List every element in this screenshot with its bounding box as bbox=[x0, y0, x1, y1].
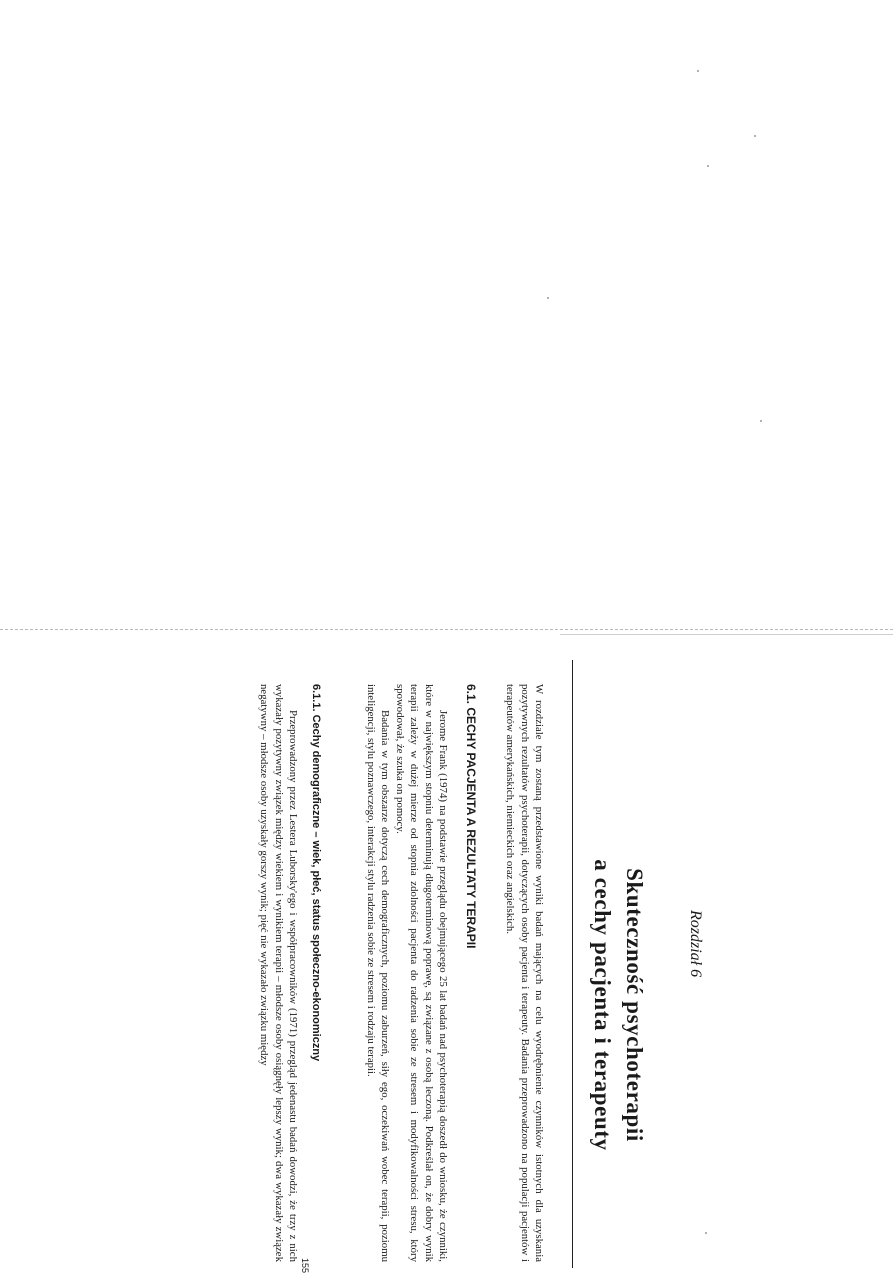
chapter-title-line-2: a cechy pacjenta i terapeuty bbox=[590, 859, 615, 1151]
rotated-page bbox=[258, 660, 718, 1273]
section-heading: 6.1. CECHY PACJENTA A REZULTATY TERAPII bbox=[464, 684, 478, 949]
subsection-body bbox=[257, 684, 300, 1262]
scan-speck bbox=[754, 135, 756, 137]
section-body bbox=[364, 684, 450, 1262]
scan-artifact-line bbox=[560, 634, 893, 635]
scan-speck bbox=[760, 420, 762, 422]
page-number: 155 bbox=[300, 1258, 310, 1273]
section-paragraph-1: Jerome Frank (1974) na podstawie przeglądu obejmującego 25 lat badań nad psychoterapią doszedł do wniosku, że czynniki, które w największym stopniu determinują długoterminową poprawę, są związane z osobą leczoną. Podkreślał on, że dobry wynik terapii zależy w dużej mierze od stopnia zdolności pacjenta do radzenia sobie ze stresem i modyfikowalności stresu, który spowodował, że szuka on pomocy. bbox=[393, 684, 449, 1262]
title-rule bbox=[572, 660, 573, 1268]
scan-speck bbox=[547, 297, 549, 299]
intro-paragraph: W rozdziale tym zostaną przedstawione wyniki badań mających na celu wyodrębnienie czynników istotnych dla uzyskania pozytywnych rezultatów psychoterapii, dotyczących osoby pacjenta i terapeuty. Badania przeprowadzono na populacji pacjentów i terapeutów amerykańskich, niemieckich oraz angielskich. bbox=[504, 684, 545, 1262]
chapter-title bbox=[586, 755, 650, 1255]
scan-speck bbox=[697, 70, 699, 72]
scan-speck bbox=[707, 165, 709, 167]
scan-artifact-line bbox=[0, 629, 893, 630]
chapter-title-line-1: Skuteczność psychoterapii bbox=[622, 868, 647, 1142]
subsection-paragraph: Przeprowadzony przez Lestera Luborsky'ego i współpracowników (1971) przegląd jedenastu badań dowodzi, że trzy z nich wykazały pozytywny związek między wiekiem i wynikiem terapii – młodsze osoby osiągnęły lepszy wynik; dwa wykazały związek negatywny – młodsze osoby uzyskały gorszy wynik; pięć nie wykazało związku między bbox=[258, 684, 299, 1262]
section-paragraph-2: Badania w tym obszarze dotyczą cech demograficznych, poziomu zaburzeń, siły ego, oczekiwań wobec terapii, poziomu inteligencji, stylu poznawczego, interakcji stylu radzenia sobie ze stresem i rodzaju terapii. bbox=[364, 684, 392, 1262]
chapter-label: Rozdział 6 bbox=[687, 910, 704, 978]
subsection-heading: 6.1.1. Cechy demograficzne – wiek, płeć, status społeczno-ekonomiczny bbox=[310, 684, 322, 1062]
